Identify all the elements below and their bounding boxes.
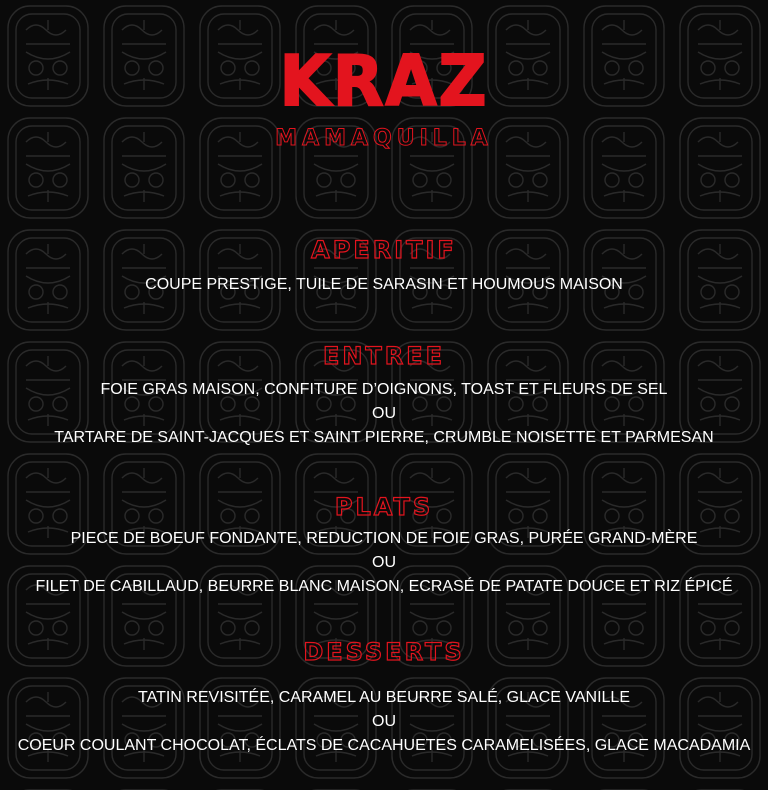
menu-separator: OU bbox=[372, 405, 396, 422]
section-title: ENTREE bbox=[322, 342, 446, 370]
section-title: DESSERTS bbox=[303, 638, 465, 666]
section-entree bbox=[0, 342, 768, 450]
logo bbox=[0, 41, 768, 122]
brand-title: KRAZ bbox=[279, 41, 489, 122]
menu-item: FOIE GRAS MAISON, CONFITURE D’OIGNONS, TOAST ET FLEURS DE SEL bbox=[100, 381, 668, 398]
section-title: PLATS bbox=[334, 493, 434, 521]
menu-item: COUPE PRESTIGE, TUILE DE SARASIN ET HOUMOUS MAISON bbox=[145, 276, 623, 293]
section-plats bbox=[0, 493, 768, 599]
menu-item: TATIN REVISITÉE, CARAMEL AU BEURRE SALÉ, GLACE VANILLE bbox=[138, 689, 630, 706]
section-aperitif bbox=[0, 236, 768, 297]
menu-item: TARTARE DE SAINT-JACQUES ET SAINT PIERRE, CRUMBLE NOISETTE ET PARMESAN bbox=[54, 429, 714, 446]
section-title: APERITIF bbox=[311, 236, 457, 264]
menu-separator: OU bbox=[372, 713, 396, 730]
menu-separator: OU bbox=[372, 554, 396, 571]
section-desserts bbox=[0, 638, 768, 758]
brand-subtitle: MAMAQUILLA bbox=[275, 126, 493, 151]
menu-item: FILET DE CABILLAUD, BEURRE BLANC MAISON, ECRASÉ DE PATATE DOUCE ET RIZ ÉPICÉ bbox=[35, 578, 733, 595]
menu-item: COEUR COULANT CHOCOLAT, ÉCLATS DE CACAHUETES CARAMELISÉES, GLACE MACADAMIA bbox=[17, 737, 751, 754]
menu-item: PIECE DE BOEUF FONDANTE, REDUCTION DE FOIE GRAS, PURÉE GRAND-MÈRE bbox=[70, 530, 698, 547]
